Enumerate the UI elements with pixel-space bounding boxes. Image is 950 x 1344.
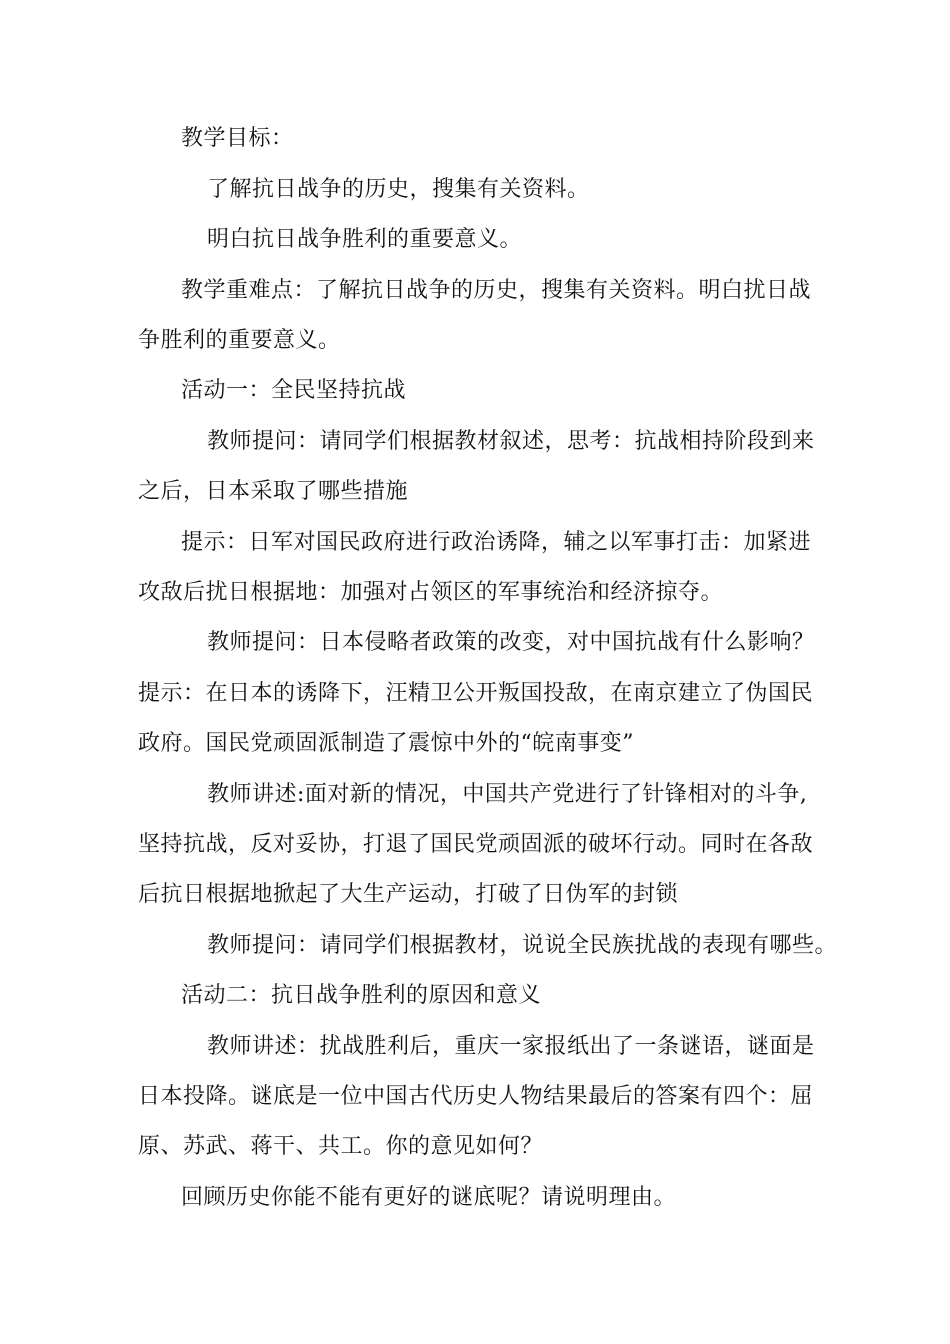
- lecture-1-line-2: 坚持抗战，反对妥协，打退了国民党顽固派的破坏行动。同时在各敌: [138, 832, 814, 857]
- activity-2-heading: 活动二：抗日战争胜利的原因和意义: [181, 983, 542, 1008]
- review-question: 回顾历史你能不能有更好的谜底呢？请说明理由。: [181, 1185, 677, 1210]
- heading-teaching-goals: 教学目标：: [181, 126, 294, 151]
- lecture-2-line-2: 日本投降。谜底是一位中国古代历史人物结果最后的答案有四个：屈: [138, 1084, 814, 1109]
- goal-1: 了解抗日战争的历史，搜集有关资料。: [207, 177, 590, 202]
- activity-1-heading: 活动一：全民坚持抗战: [181, 378, 407, 403]
- hint-2-line-1: 提示：在日本的诱降下，汪精卫公开叛国投敌，在南京建立了伪国民: [138, 681, 814, 706]
- lecture-2-line-3: 原、苏武、蒋干、共工。你的意见如何？: [138, 1134, 544, 1159]
- question-1-line-1: 教师提问：请同学们根据教材叙述，思考：抗战相持阶段到来: [207, 429, 815, 454]
- hint-1-line-2: 攻敌后扰日根据地：加强对占领区的军事统治和经济掠夺。: [138, 580, 724, 605]
- goal-2: 明白抗日战争胜利的重要意义。: [207, 227, 523, 252]
- key-points-line-2: 争胜利的重要意义。: [138, 328, 341, 353]
- question-2: 教师提问：日本侵略者政策的改变，对中国抗战有什么影响？: [207, 630, 815, 655]
- lecture-2-line-1: 教师讲述：扰战胜利后，重庆一家报纸出了一条谜语，谜面是: [207, 1034, 815, 1059]
- question-1-line-2: 之后，日本采取了哪些措施: [138, 479, 409, 504]
- key-points-line-1: 教学重难点：了解抗日战争的历史，搜集有关资料。明白扰日战: [181, 278, 812, 303]
- question-3: 教师提问：请同学们根据教材，说说全民族扰战的表现有哪些。: [207, 933, 838, 958]
- lecture-1-line-3: 后抗日根据地掀起了大生产运动，打破了日伪军的封锁: [138, 882, 679, 907]
- hint-1-line-1: 提示：日军对国民政府进行政治诱降，辅之以军事打击：加紧进: [181, 530, 812, 555]
- lecture-1-line-1: 教师讲述:面对新的情况，中国共产党进行了针锋相对的斗争,: [207, 782, 808, 807]
- hint-2-line-2: 政府。国民党顽固派制造了震惊中外的“皖南事变”: [138, 731, 634, 756]
